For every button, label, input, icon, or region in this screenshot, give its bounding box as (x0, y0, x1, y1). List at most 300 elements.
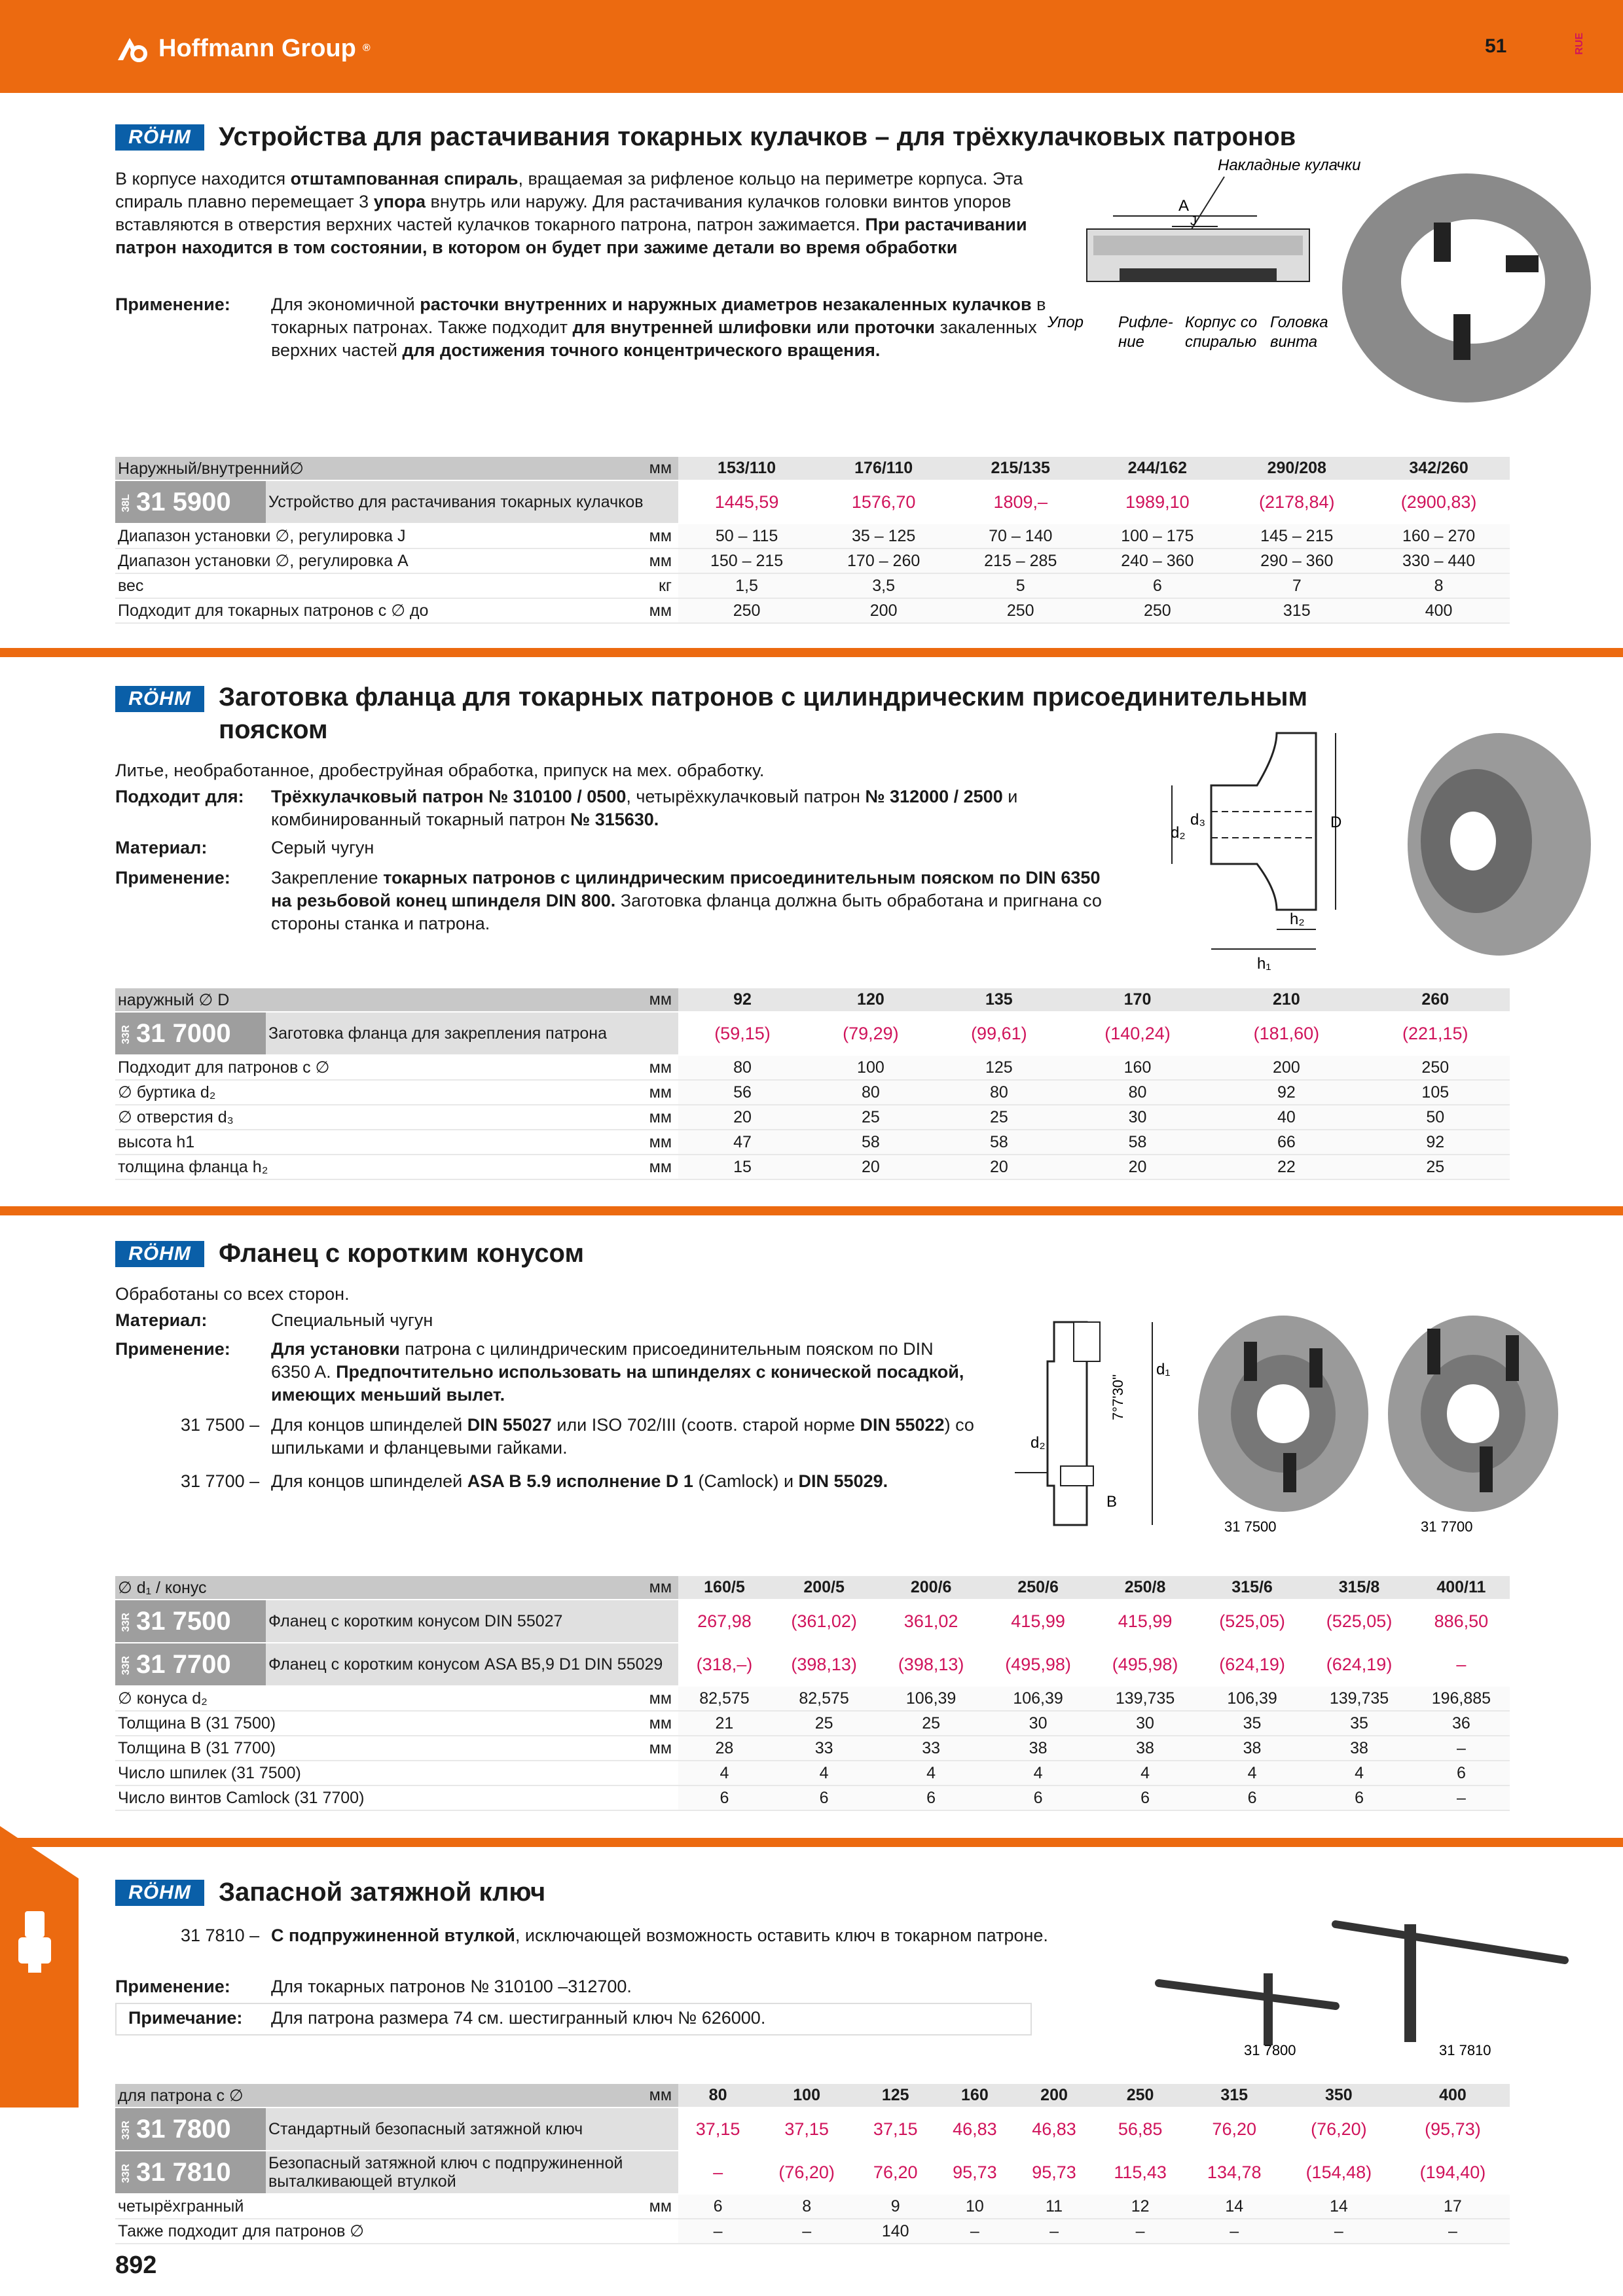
table-cell: – (1014, 2219, 1093, 2244)
table-header-row (115, 988, 1510, 1012)
fig-label-d2: d₂ (1171, 824, 1186, 842)
table-cell: 20 (1063, 1155, 1212, 1179)
table-row (115, 1711, 1510, 1736)
text-segment: DIN 55022 (860, 1415, 945, 1435)
text-segment: для внутренней шлифовки или проточки (572, 317, 935, 337)
table-cell: 200/6 (877, 1576, 984, 1600)
fig-label-d3: d₃ (1190, 811, 1206, 829)
table-cell: 5 (952, 573, 1089, 598)
boring-device-drawing (1048, 151, 1591, 412)
table-row (115, 548, 1510, 573)
page-number-top: 51 (1485, 35, 1507, 57)
table-cell: 82,575 (771, 1686, 877, 1711)
table-cell: (398,13) (877, 1643, 984, 1686)
table-label: 33R 31 7500 (115, 1600, 266, 1643)
table-cell: 14 (1187, 2194, 1282, 2219)
boring-device-figure (1048, 151, 1591, 412)
table-cell: 80 (935, 1080, 1063, 1105)
table-cell: 139,735 (1091, 1686, 1198, 1711)
table-label: мм (593, 548, 678, 573)
fig-label-d2: d₂ (1030, 1434, 1046, 1452)
s2-fit-label: Подходит для: (115, 787, 244, 806)
table-label: ∅ конуса d₂ (115, 1686, 593, 1711)
text-segment: внутрь или наружу. Для растачивания кулачков головки винтов упоров вставляются в отверстия верхних частей кулачков токарного патрона, патрон зажимается. (115, 192, 1012, 234)
table-cell: 70 – 140 (952, 524, 1089, 548)
table-cell: 4 (771, 1761, 877, 1785)
table-cell: 12 (1094, 2194, 1187, 2219)
table-cell: 250/8 (1091, 1576, 1198, 1600)
s4-variant-text (271, 1924, 1050, 1947)
fig-caption-317700: 31 7700 (1421, 1518, 1473, 1535)
table-cell: 6 (1305, 1785, 1412, 1810)
table-cell: 20 (807, 1155, 935, 1179)
table-cell: 38 (985, 1736, 1091, 1761)
fig-label-b: B (1106, 1493, 1118, 1511)
table-row (115, 598, 1510, 623)
table-cell: 106,39 (985, 1686, 1091, 1711)
table-cell: 14 (1282, 2194, 1396, 2219)
table-cell: 38 (1305, 1736, 1412, 1761)
product-row-317800[interactable] (115, 2108, 1510, 2151)
s4-variant-code: 31 7810 – (181, 1926, 260, 1945)
table-cell: 4 (678, 1761, 771, 1785)
s1-application-label: Применение: (115, 295, 230, 314)
product-description: Устройство для растачивания токарных кулачков (266, 480, 678, 524)
svg-text:винта: винта (1270, 333, 1318, 351)
table-cell: 80 (1063, 1080, 1212, 1105)
table-cell: 1445,59 (678, 480, 815, 524)
table-cell: 170 (1063, 988, 1212, 1012)
table-label: четырёхгранный (115, 2194, 593, 2219)
table-cell: (398,13) (771, 1643, 877, 1686)
table-label: ∅ буртика d₂ (115, 1080, 593, 1105)
product-row-317810[interactable] (115, 2151, 1510, 2194)
rohm-logo: RÖHM (115, 1241, 204, 1267)
table-cell: 196,885 (1413, 1686, 1510, 1711)
table-cell: 1809,– (952, 480, 1089, 524)
table-cell: 95,73 (935, 2151, 1014, 2194)
s1-application-text (271, 293, 1050, 362)
table-cell: 135 (935, 988, 1063, 1012)
text-segment: Трёхкулачковый патрон № 310100 / 0500 (271, 787, 627, 806)
text-segment: закаленных верхних частей (271, 317, 1037, 360)
table-label: Диапазон установки ∅, регулировка J (115, 524, 593, 548)
article-number: 31 5900 (136, 487, 231, 516)
table-label: 33R 31 7800 (115, 2108, 266, 2151)
table-row (115, 1686, 1510, 1711)
section-divider (0, 1206, 1623, 1215)
s4-application-text: Для токарных патронов № 310100 –312700. (271, 1977, 632, 1996)
table-cell: 267,98 (678, 1600, 771, 1643)
table-label: Толщина B (31 7500) (115, 1711, 593, 1736)
table-cell: 210 (1212, 988, 1360, 1012)
table-cell: 153/110 (678, 457, 815, 480)
table-cell: 80 (678, 2084, 757, 2108)
table-header-row (115, 457, 1510, 480)
table-cell: 290 – 360 (1226, 548, 1368, 573)
table-cell: 4 (985, 1761, 1091, 1785)
table-cell: 350 (1282, 2084, 1396, 2108)
table-cell: 8 (757, 2194, 856, 2219)
table-cell: 250 (1089, 598, 1226, 623)
s3-material-label: Материал: (115, 1310, 208, 1330)
table-label: ∅ d₁ / конус (115, 1576, 593, 1600)
table-label: Заготовка фланца для закрепления патрона (266, 1012, 678, 1055)
table-cell: 38 (1091, 1736, 1198, 1761)
table-cell: 106,39 (877, 1686, 984, 1711)
table-cell: – (1187, 2219, 1282, 2244)
table-cell: 160/5 (678, 1576, 771, 1600)
table-cell: 250 (678, 598, 815, 623)
text-segment: ASA B 5.9 исполнение D 1 (467, 1471, 693, 1491)
product-row-317700[interactable] (115, 1643, 1510, 1686)
table-cell: 92 (678, 988, 807, 1012)
table-header-row (115, 2084, 1510, 2108)
table-cell: 170 – 260 (815, 548, 952, 573)
s3-application-label: Применение: (115, 1339, 230, 1359)
text-segment: При растачивании патрон находится в том состоянии, в котором он будет при зажиме детали во время обработки (115, 215, 1027, 257)
table-cell: (59,15) (678, 1012, 807, 1055)
table-cell: 100 (807, 1055, 935, 1080)
table-cell: (95,73) (1396, 2108, 1510, 2151)
table-cell: – (1282, 2219, 1396, 2244)
table-cell: 38 (1199, 1736, 1305, 1761)
table-cell: 33 (877, 1736, 984, 1761)
table-cell: 35 (1305, 1711, 1412, 1736)
table-cell: 46,83 (1014, 2108, 1093, 2151)
table-label: мм (593, 2194, 678, 2219)
text-segment: № 312000 / 2500 (865, 787, 1003, 806)
table-label: Толщина B (31 7700) (115, 1736, 593, 1761)
s3-variant2-code: 31 7700 – (181, 1471, 260, 1491)
table-cell: 11 (1014, 2194, 1093, 2219)
table-label: мм (593, 1155, 678, 1179)
text-segment: для достижения точного концентрического вращения. (402, 340, 881, 360)
table-cell: 215/135 (952, 457, 1089, 480)
table-label (593, 1785, 678, 1810)
table-cell: 4 (1305, 1761, 1412, 1785)
table-cell: 6 (771, 1785, 877, 1810)
section-title-boring-device: Устройства для растачивания токарных кулачков – для трёхкулачковых патронов (219, 122, 1296, 151)
text-segment: ) со шпильками и фланцевыми гайками. (271, 1415, 974, 1458)
page-number-bottom: 892 (115, 2251, 157, 2279)
table-cell: 82,575 (678, 1686, 771, 1711)
table-cell: 66 (1212, 1130, 1360, 1155)
table-cell: 25 (807, 1105, 935, 1130)
table-cell: 80 (807, 1080, 935, 1105)
table-row (115, 524, 1510, 548)
table-label: Число винтов Camlock (31 7700) (115, 1785, 593, 1810)
table-cell: (181,60) (1212, 1012, 1360, 1055)
table-label: Безопасный затяжной ключ с подпружиненной выталкивающей втулкой (266, 2151, 678, 2194)
table-cell: 315/8 (1305, 1576, 1412, 1600)
section-title-flange-blank: Заготовка фланца для токарных патронов с цилиндрическим присоединительным (219, 683, 1308, 711)
table-cell: 100 – 175 (1089, 524, 1226, 548)
table-cell: (140,24) (1063, 1012, 1212, 1055)
table-cell: 30 (1063, 1105, 1212, 1130)
s1-table (115, 457, 1510, 624)
table-cell: 10 (935, 2194, 1014, 2219)
table-label: наружный ∅ D (115, 988, 593, 1012)
table-cell: 400/11 (1413, 1576, 1510, 1600)
table-cell: (624,19) (1305, 1643, 1412, 1686)
table-cell: 4 (1199, 1761, 1305, 1785)
table-cell: 200 (815, 598, 952, 623)
table-cell: – (1413, 1643, 1510, 1686)
table-cell: 1,5 (678, 573, 815, 598)
fig-label-j: J (1190, 214, 1197, 228)
table-cell: 80 (678, 1055, 807, 1080)
table-cell: 250/6 (985, 1576, 1091, 1600)
table-cell: 25 (935, 1105, 1063, 1130)
table-cell: – (1396, 2219, 1510, 2244)
text-segment: или ISO 702/III (соотв. старой норме (551, 1415, 860, 1435)
fig-label-top: Накладные кулачки (1218, 156, 1361, 174)
text-segment: Предпочтительно использовать на шпинделях с конической посадкой, имеющих меньший вылет. (271, 1362, 964, 1405)
table-label: мм (593, 1080, 678, 1105)
s2-material-text: Серый чугун (271, 838, 374, 857)
s3-variant1-code: 31 7500 – (181, 1415, 260, 1435)
table-label: вес (115, 573, 593, 598)
table-cell: (525,05) (1199, 1600, 1305, 1643)
table-row (115, 2219, 1510, 2244)
hoffmann-logo-icon (115, 34, 152, 63)
table-cell: 250 (952, 598, 1089, 623)
chuck-tab-icon[interactable] (12, 1911, 58, 1977)
table-cell: 200/5 (771, 1576, 877, 1600)
table-cell: 3,5 (815, 573, 952, 598)
table-cell: 58 (1063, 1130, 1212, 1155)
section-title-flange-blank-l2: пояском (219, 715, 328, 744)
table-cell: 125 (935, 1055, 1063, 1080)
table-cell: (76,20) (1282, 2108, 1396, 2151)
table-cell: 6 (1091, 1785, 1198, 1810)
fig-caption-317810: 31 7810 (1439, 2042, 1491, 2058)
s2-intro: Литье, необработанное, дробеструйная обработка, припуск на мех. обработку. (115, 761, 765, 780)
table-cell: 400 (1368, 598, 1510, 623)
table-cell: 6 (678, 2194, 757, 2219)
text-segment: , четырёхкулачковый патрон (626, 787, 866, 806)
table-label: Фланец с коротким конусом DIN 55027 (266, 1600, 678, 1643)
table-label: мм (593, 1105, 678, 1130)
table-cell: 140 (856, 2219, 935, 2244)
table-label (593, 1761, 678, 1785)
table-row (115, 1785, 1510, 1810)
article-number: 31 7500 (136, 1606, 231, 1636)
s3-variant1-text (271, 1414, 1004, 1460)
brand-mark: ® (362, 43, 371, 54)
table-cell: 6 (678, 1785, 771, 1810)
fig-label-upor: Упор (1048, 314, 1084, 331)
table-cell: 4 (1091, 1761, 1198, 1785)
table-label: 33R 31 7000 (115, 1012, 266, 1055)
table-cell: 150 – 215 (678, 548, 815, 573)
product-row-317000[interactable] (115, 1012, 1510, 1055)
table-row (115, 1080, 1510, 1105)
rohm-logo: RÖHM (115, 124, 204, 151)
table-cell: 260 (1361, 988, 1510, 1012)
table-cell: 240 – 360 (1089, 548, 1226, 573)
table-cell: 6 (1199, 1785, 1305, 1810)
table-label: мм (593, 1576, 678, 1600)
table-cell: 315 (1226, 598, 1368, 623)
table-cell: 106,39 (1199, 1686, 1305, 1711)
table-cell: 46,83 (935, 2108, 1014, 2151)
table-label: 38L 31 5900 (115, 480, 266, 524)
s2-table (115, 988, 1510, 1180)
table-cell: 50 – 115 (678, 524, 815, 548)
table-cell: (221,15) (1361, 1012, 1510, 1055)
table-cell: (361,02) (771, 1600, 877, 1643)
text-segment: Для установки (271, 1339, 400, 1359)
table-label: 33R 31 7810 (115, 2151, 266, 2194)
table-label: мм (593, 1736, 678, 1761)
article-number: 31 7800 (136, 2114, 231, 2144)
table-cell: 25 (1361, 1155, 1510, 1179)
table-cell: 33 (771, 1736, 877, 1761)
table-cell: 342/260 (1368, 457, 1510, 480)
s3-application-text (271, 1338, 965, 1407)
table-header-row (115, 1576, 1510, 1600)
table-cell: 886,50 (1413, 1600, 1510, 1643)
language-code: RUE (1574, 33, 1585, 55)
table-cell: 76,20 (1187, 2108, 1282, 2151)
table-cell: 7 (1226, 573, 1368, 598)
table-cell: (79,29) (807, 1012, 935, 1055)
table-cell: – (678, 2219, 757, 2244)
fig-caption-317800: 31 7800 (1244, 2042, 1296, 2058)
table-cell: 250 (1361, 1055, 1510, 1080)
table-cell: (495,98) (985, 1643, 1091, 1686)
table-label: для патрона с ∅ (115, 2084, 593, 2108)
fig-label-D: D (1330, 814, 1342, 831)
table-cell: 25 (877, 1711, 984, 1736)
s1-description (115, 168, 1038, 259)
table-cell: 120 (807, 988, 935, 1012)
table-label: кг (593, 573, 678, 598)
table-cell: 25 (771, 1711, 877, 1736)
table-cell: 56,85 (1094, 2108, 1187, 2151)
table-row (115, 1155, 1510, 1179)
short-cone-flange-figure (1002, 1302, 1591, 1538)
table-label: мм (593, 1711, 678, 1736)
svg-text:ние: ние (1118, 333, 1144, 351)
fig-label-a: A (1178, 197, 1190, 215)
article-number: 31 7000 (136, 1018, 231, 1048)
rohm-logo: RÖHM (115, 686, 204, 712)
text-segment: патрона с цилиндрическим присоединительным пояском по DIN 6350 A. (271, 1339, 934, 1382)
section-divider (0, 648, 1623, 657)
table-cell: 330 – 440 (1368, 548, 1510, 573)
table-label: 33R 31 7700 (115, 1643, 266, 1686)
text-segment: Для экономичной (271, 295, 420, 314)
table-row (115, 1130, 1510, 1155)
fig-label-d1: d₁ (1156, 1361, 1171, 1378)
table-cell: (2900,83) (1368, 480, 1510, 524)
table-cell: 290/208 (1226, 457, 1368, 480)
table-label: Число шпилек (31 7500) (115, 1761, 593, 1785)
table-cell: 20 (935, 1155, 1063, 1179)
s2-fit-text (271, 785, 1089, 831)
brand-name: Hoffmann Group (158, 34, 356, 62)
flange-blank-drawing (1159, 713, 1591, 975)
fig-label-rifl: Рифле- (1118, 314, 1173, 331)
table-label: Диапазон установки ∅, регулировка A (115, 548, 593, 573)
section-title-short-cone-flange: Фланец с коротким конусом (219, 1239, 585, 1268)
text-segment: DIN 55029. (798, 1471, 888, 1491)
table-cell: 35 – 125 (815, 524, 952, 548)
table-cell: (194,40) (1396, 2151, 1510, 2194)
table-cell: 115,43 (1094, 2151, 1187, 2194)
text-segment: Для концов шпинделей (271, 1415, 467, 1435)
table-label: мм (593, 598, 678, 623)
text-segment: расточки внутренних и наружных диаметров незакаленных кулачков (420, 295, 1032, 314)
table-cell: – (935, 2219, 1014, 2244)
product-row-317500[interactable] (115, 1600, 1510, 1643)
table-cell: 35 (1199, 1711, 1305, 1736)
table-cell: (525,05) (1305, 1600, 1412, 1643)
table-cell: 58 (807, 1130, 935, 1155)
table-cell: 160 (935, 2084, 1014, 2108)
chuck-key-figure (1139, 1911, 1591, 2068)
table-label: Также подходит для патронов ∅ (115, 2219, 593, 2244)
table-cell: 415,99 (985, 1600, 1091, 1643)
table-cell: (624,19) (1199, 1643, 1305, 1686)
brand-logo[interactable] (115, 34, 371, 63)
table-cell: 30 (1091, 1711, 1198, 1736)
table-cell: 47 (678, 1130, 807, 1155)
s3-table (115, 1576, 1510, 1811)
table-label: Подходит для патронов с ∅ (115, 1055, 593, 1080)
table-label: толщина фланца h₂ (115, 1155, 593, 1179)
article-number: 31 7700 (136, 1649, 231, 1679)
table-cell: 125 (856, 2084, 935, 2108)
text-segment: DIN 55027 (467, 1415, 552, 1435)
table-row (115, 2194, 1510, 2219)
table-label: мм (593, 1130, 678, 1155)
table-cell: 30 (985, 1711, 1091, 1736)
table-cell: 37,15 (856, 2108, 935, 2151)
table-cell: 56 (678, 1080, 807, 1105)
table-cell: 361,02 (877, 1600, 984, 1643)
table-cell: (99,61) (935, 1012, 1063, 1055)
table-cell: – (1094, 2219, 1187, 2244)
table-cell: – (757, 2219, 856, 2244)
table-label: мм (593, 2084, 678, 2108)
table-cell: 6 (1413, 1761, 1510, 1785)
product-row-315900[interactable] (115, 480, 1510, 524)
text-segment: токарных патронов с цилиндрическим присоединительным пояском по DIN 6350 на резьбовой конец шпинделя DIN 800. (271, 868, 1101, 910)
table-cell: 1989,10 (1089, 480, 1226, 524)
s3-intro: Обработаны со всех сторон. (115, 1284, 350, 1304)
text-segment: (Camlock) и (693, 1471, 799, 1491)
table-cell: 6 (877, 1785, 984, 1810)
table-cell: 250 (1094, 2084, 1187, 2108)
table-cell: (318,–) (678, 1643, 771, 1686)
table-cell: 92 (1361, 1130, 1510, 1155)
table-cell: – (678, 2151, 757, 2194)
fig-label-h1: h₁ (1257, 955, 1271, 973)
table-cell: 134,78 (1187, 2151, 1282, 2194)
table-cell: 28 (678, 1736, 771, 1761)
table-label: Подходит для токарных патронов с ∅ до (115, 598, 593, 623)
fig-label-angle: 7°7'30'' (1110, 1374, 1126, 1420)
table-cell: (2178,84) (1226, 480, 1368, 524)
table-cell: 15 (678, 1155, 807, 1179)
table-cell: 21 (678, 1711, 771, 1736)
header-label: Наружный/внутренний∅ (115, 457, 593, 480)
table-cell: 100 (757, 2084, 856, 2108)
